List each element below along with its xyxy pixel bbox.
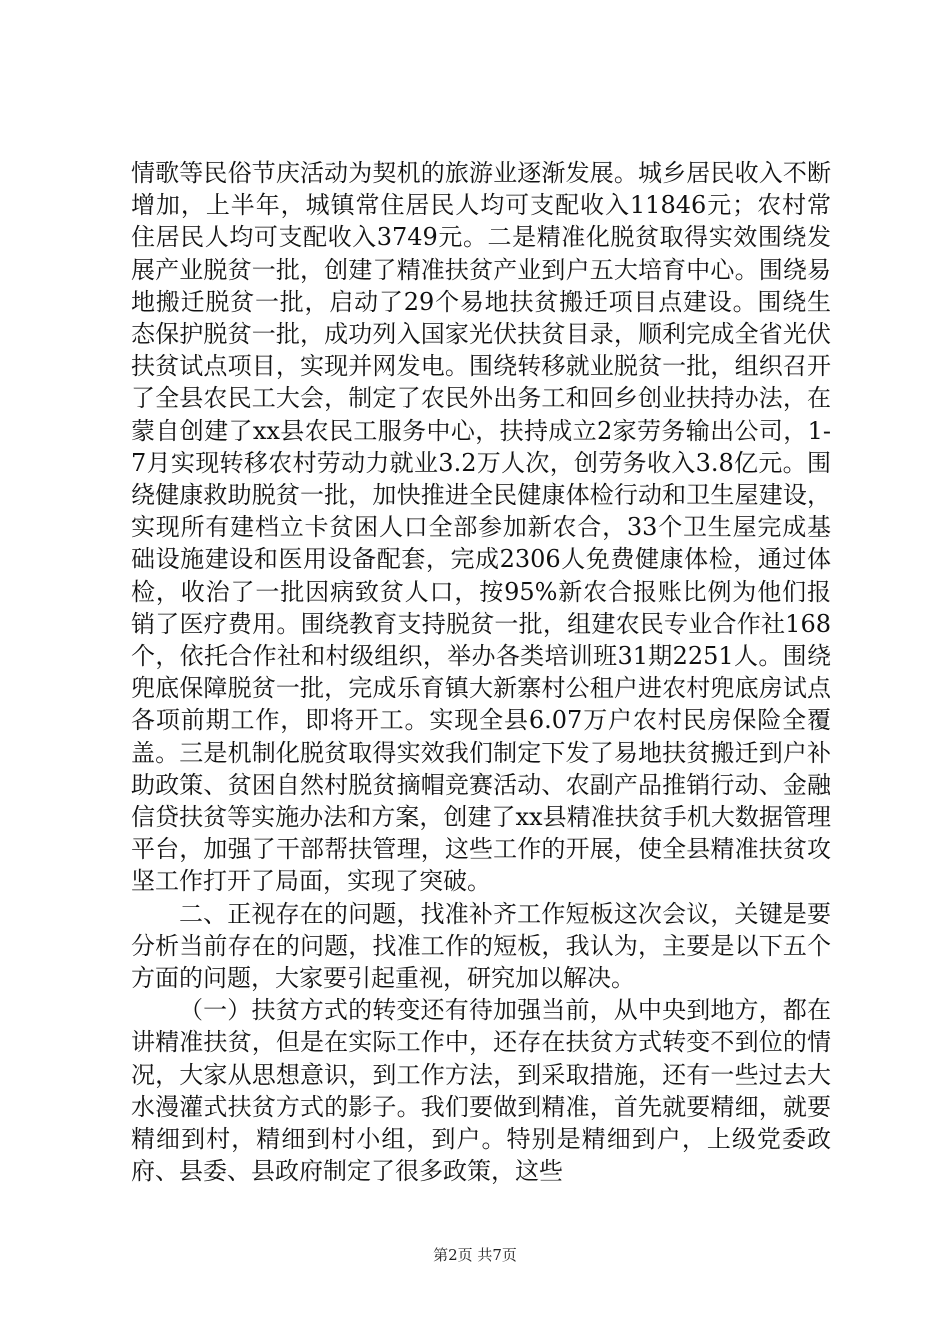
document-body bbox=[131, 157, 831, 1188]
page-number-footer: 第2页 共7页 bbox=[433, 1246, 517, 1264]
paragraph-1: 情歌等民俗节庆活动为契机的旅游业逐渐发展。城乡居民收入不断增加，上半年，城镇常住居民人均可支配收入11846元；农村常住居民人均可支配收入3749元。二是精准化脱贫取得实效围绕发展产业脱贫一批，创建了精准扶贫产业到户五大培育中心。围绕易地搬迁脱贫一批，启动了29个易地扶贫搬迁项目点建设。围绕生态保护脱贫一批，成功列入国家光伏扶贫目录，顺利完成全省光伏扶贫试点项目，实现并网发电。围绕转移就业脱贫一批，组织召开了全县农民工大会，制定了农民外出务工和回乡创业扶持办法，在蒙自创建了xx县农民工服务中心，扶持成立2家劳务输出公司，1-7月实现转移农村劳动力就业3.2万人次，创劳务收入3.8亿元。围绕健康救助脱贫一批，加快推进全民健康体检行动和卫生屋建设，实现所有建档立卡贫困人口全部参加新农合，33个卫生屋完成基础设施建设和医用设备配套，完成2306人免费健康体检，通过体检，收治了一批因病致贫人口，按95%新农合报账比例为他们报销了医疗费用。围绕教育支持脱贫一批，组建农民专业合作社168个，依托合作社和村级组织，举办各类培训班31期2251人。围绕兜底保障脱贫一批，完成乐育镇大新寨村公租户进农村兜底房试点各项前期工作，即将开工。实现全县6.07万户农村民房保险全覆盖。三是机制化脱贫取得实效我们制定下发了易地扶贫搬迁到户补助政策、贫困自然村脱贫摘帽竞赛活动、农副产品推销行动、金融信贷扶贫等实施办法和方案，创建了xx县精准扶贫手机大数据管理平台，加强了干部帮扶管理，这些工作的开展，使全县精准扶贫攻坚工作打开了局面，实现了突破。 bbox=[131, 159, 831, 896]
paragraph-2: 二、正视存在的问题，找准补齐工作短板这次会议，关键是要分析当前存在的问题，找准工作的短板，我认为，主要是以下五个方面的问题，大家要引起重视，研究加以解决。 bbox=[131, 899, 831, 993]
paragraph-3: （一）扶贫方式的转变还有待加强当前，从中央到地方，都在讲精准扶贫，但是在实际工作中，还存在扶贫方式转变不到位的情况，大家从思想意识，到工作方法，到采取措施，还有一些过去大水漫灌式扶贫方式的影子。我们要做到精准，首先就要精细，就要精细到村，精细到村小组，到户。特别是精细到户，上级党委政府、县委、县政府制定了很多政策，这些 bbox=[131, 996, 831, 1186]
